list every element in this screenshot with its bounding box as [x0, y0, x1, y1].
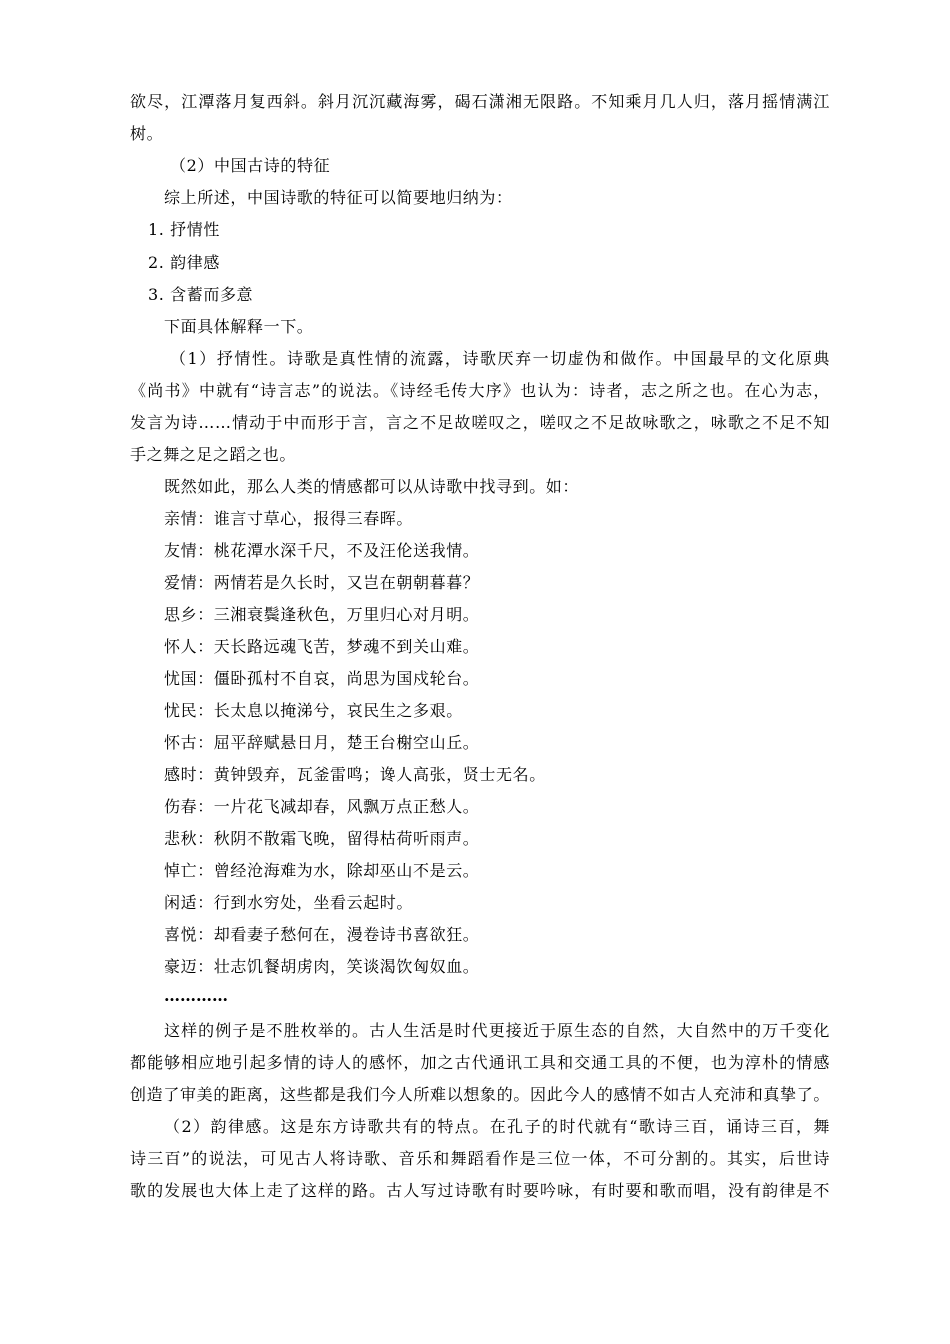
paragraph-line: 创造了审美的距离，这些都是我们今人所难以想象的。因此今人的感情不如古人充沛和真挚了。 — [130, 1085, 830, 1104]
example-line: 伤春：一片花飞减却春，风飘万点正愁人。 — [164, 797, 480, 816]
example-line: 怀古：屈平辞赋悬日月，楚王台榭空山丘。 — [164, 733, 480, 752]
example-line: 豪迈：壮志饥餐胡虏肉，笑谈渴饮匈奴血。 — [164, 957, 480, 976]
feature-list-item: 3. 含蓄而多意 — [148, 285, 254, 304]
paragraph-line: （1）抒情性。诗歌是真性情的流露，诗歌厌弃一切虚伪和做作。中国最早的文化原典 — [170, 349, 830, 368]
example-line: 感时：黄钟毁弃，瓦釜雷鸣；谗人高张，贤士无名。 — [164, 765, 546, 784]
example-line: 悼亡：曾经沧海难为水，除却巫山不是云。 — [164, 861, 480, 880]
explain-intro: 下面具体解释一下。 — [164, 317, 314, 336]
paragraph-line: 《尚书》中就有“诗言志”的说法。《诗经毛传大序》也认为：诗者，志之所之也。在心为志， — [130, 381, 830, 400]
paragraph-line: 都能够相应地引起多情的诗人的感怀，加之古代通讯工具和交通工具的不便，也为淳朴的情感 — [130, 1053, 830, 1072]
example-line: 友情：桃花潭水深千尺，不及汪伦送我情。 — [164, 541, 480, 560]
emotion-intro: 既然如此，那么人类的情感都可以从诗歌中找寻到。如： — [164, 477, 580, 496]
example-line: 忧民：长太息以掩涕兮，哀民生之多艰。 — [164, 701, 463, 720]
paragraph-line: 发言为诗……情动于中而形于言，言之不足故嗟叹之，嗟叹之不足故咏歌之，咏歌之不足不知 — [130, 413, 830, 432]
ellipsis: ………… — [164, 986, 228, 1005]
example-line: 喜悦：却看妻子愁何在，漫卷诗书喜欲狂。 — [164, 925, 480, 944]
paragraph-line: 树。 — [130, 124, 164, 143]
paragraph-line: （2）韵律感。这是东方诗歌共有的特点。在孔子的时代就有“歌诗三百，诵诗三百，舞 — [164, 1117, 830, 1136]
example-line: 亲情：谁言寸草心，报得三春晖。 — [164, 509, 414, 528]
example-line: 怀人：天长路远魂飞苦，梦魂不到关山难。 — [164, 637, 480, 656]
paragraph-line: 欲尽，江潭落月复西斜。斜月沉沉藏海雾，碣石潇湘无限路。不知乘月几人归，落月摇情满江 — [130, 92, 830, 111]
example-line: 爱情：两情若是久长时，又岂在朝朝暮暮？ — [164, 573, 480, 592]
example-line: 思乡：三湘衰鬓逢秋色，万里归心对月明。 — [164, 605, 480, 624]
example-line: 闲适：行到水穷处，坐看云起时。 — [164, 893, 414, 912]
paragraph-line: 手之舞之足之蹈之也。 — [130, 445, 297, 464]
paragraph-line: 这样的例子是不胜枚举的。古人生活是时代更接近于原生态的自然，大自然中的万千变化 — [164, 1021, 830, 1040]
summary-text: 综上所述，中国诗歌的特征可以简要地归纳为： — [164, 188, 513, 207]
example-line: 悲秋：秋阴不散霜飞晚，留得枯荷听雨声。 — [164, 829, 480, 848]
example-line: 忧国：僵卧孤村不自哀，尚思为国戍轮台。 — [164, 669, 480, 688]
section-heading: （2）中国古诗的特征 — [170, 156, 331, 175]
feature-list-item: 2. 韵律感 — [148, 253, 220, 272]
feature-list-item: 1. 抒情性 — [148, 220, 220, 239]
paragraph-line: 诗三百”的说法，可见古人将诗歌、音乐和舞蹈看作是三位一体，不可分割的。其实，后世诗 — [130, 1149, 830, 1168]
paragraph-line: 歌的发展也大体上走了这样的路。古人写过诗歌有时要吟咏，有时要和歌而唱，没有韵律是不 — [130, 1181, 830, 1200]
